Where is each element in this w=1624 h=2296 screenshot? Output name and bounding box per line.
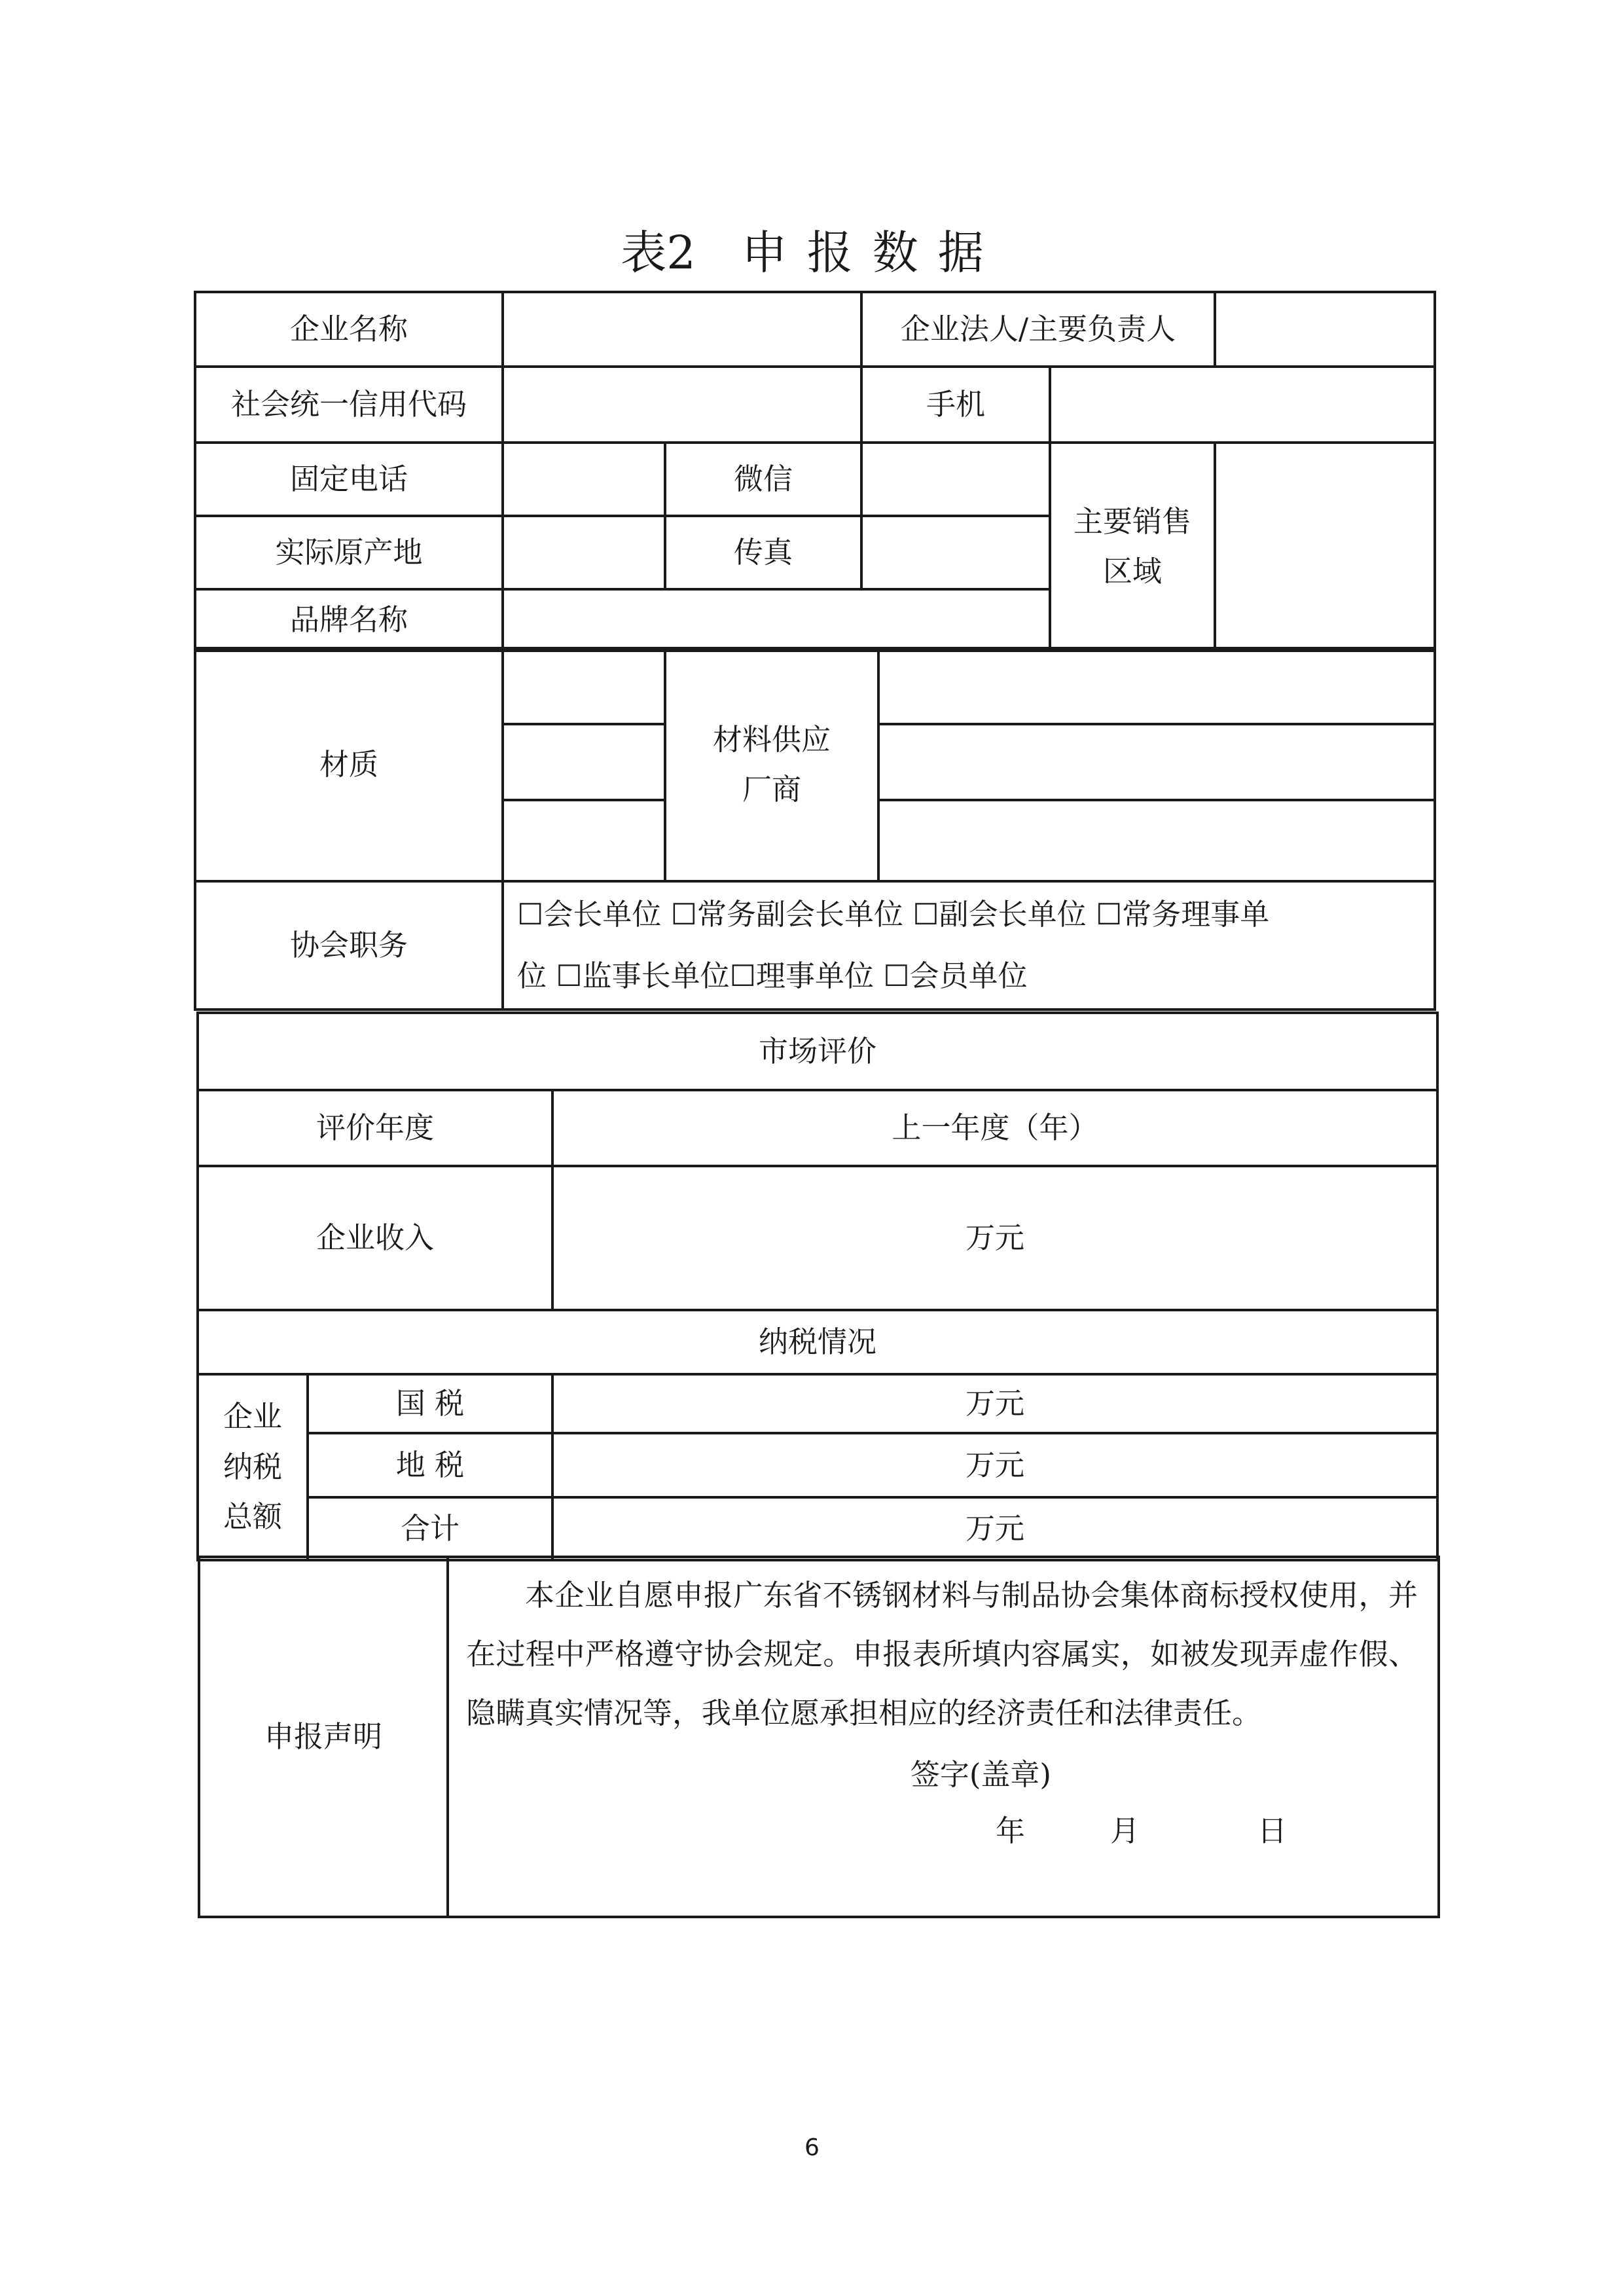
tax-total-label-line3: 总额: [223, 1499, 282, 1535]
credit-code-label: 社会统一信用代码: [195, 367, 503, 443]
national-tax-field[interactable]: 万元: [552, 1374, 1437, 1433]
national-tax-label: 国 税: [308, 1374, 552, 1433]
supplier-label-line1: 材料供应: [712, 721, 831, 757]
brand-label: 品牌名称: [195, 589, 503, 651]
supplier-field-2[interactable]: [878, 724, 1435, 800]
wechat-field[interactable]: [861, 443, 1050, 516]
association-role-options[interactable]: [503, 881, 1435, 1010]
tax-total-label-line1: 企业: [223, 1399, 282, 1434]
basic-info-section: [194, 291, 1436, 652]
sales-region-label-line2: 区域: [1103, 554, 1163, 589]
table-number: 表2: [621, 226, 696, 280]
page-title: [0, 216, 1624, 282]
supplier-field-3[interactable]: [878, 800, 1435, 881]
association-role-label: 协会职务: [195, 881, 503, 1010]
tax-total-label: [198, 1374, 308, 1560]
role-options-line2[interactable]: 位 ☐监事长单位☐理事单位 ☐会员单位: [517, 958, 1028, 993]
supplier-label: [665, 648, 878, 881]
sales-region-label-line1: 主要销售: [1074, 503, 1192, 539]
phone-label: 固定电话: [195, 443, 503, 516]
local-tax-label: 地 税: [308, 1433, 552, 1497]
fax-label: 传真: [665, 516, 861, 589]
basic-info-table: [194, 291, 1436, 652]
mobile-field[interactable]: [1050, 367, 1435, 443]
tax-sum-field[interactable]: 万元: [552, 1497, 1437, 1560]
material-field-2[interactable]: [503, 724, 665, 800]
legal-person-field[interactable]: [1215, 292, 1435, 367]
income-field[interactable]: 万元: [552, 1166, 1437, 1310]
declaration-content: [448, 1557, 1439, 1917]
market-tax-section: [196, 1011, 1439, 1561]
origin-label: 实际原产地: [195, 516, 503, 589]
date-month-label: 月: [1110, 1813, 1140, 1848]
supplier-label-line2: 厂商: [742, 772, 801, 807]
market-tax-table: [196, 1011, 1439, 1561]
declaration-table: [198, 1556, 1440, 1918]
supplier-field-1[interactable]: [878, 648, 1435, 724]
credit-code-field[interactable]: [503, 367, 861, 443]
sales-region-label: [1050, 443, 1215, 651]
material-label: 材质: [195, 648, 503, 881]
date-line: [466, 1802, 1418, 1861]
local-tax-field[interactable]: 万元: [552, 1433, 1437, 1497]
declaration-section: [198, 1556, 1440, 1918]
tax-total-label-line2: 纳税: [223, 1449, 282, 1484]
company-name-field[interactable]: [503, 292, 861, 367]
origin-field[interactable]: [503, 516, 665, 589]
tax-sum-label: 合计: [308, 1497, 552, 1560]
date-day-label: 日: [1257, 1813, 1287, 1848]
tax-section-title: 纳税情况: [198, 1310, 1437, 1374]
table-title: 申报数据: [741, 226, 1003, 280]
material-section: [194, 647, 1436, 1011]
market-section-title: 市场评价: [198, 1013, 1437, 1090]
evaluation-year-value[interactable]: 上一年度（年）: [552, 1090, 1437, 1166]
material-field-1[interactable]: [503, 648, 665, 724]
wechat-label: 微信: [665, 443, 861, 516]
income-label: 企业收入: [198, 1166, 552, 1310]
legal-person-label: 企业法人/主要负责人: [861, 292, 1215, 367]
sales-region-field[interactable]: [1215, 443, 1435, 651]
company-name-label: 企业名称: [195, 292, 503, 367]
page-number: 6: [804, 2134, 820, 2161]
declaration-text: 本企业自愿申报广东省不锈钢材料与制品协会集体商标授权使用，并在过程中严格遵守协会规定。申报表所填内容属实，如被发现弄虚作假、隐瞒真实情况等，我单位愿承担相应的经济责任和法律责任。: [466, 1578, 1418, 1730]
fax-field[interactable]: [861, 516, 1050, 589]
evaluation-year-label: 评价年度: [198, 1090, 552, 1166]
role-options-line1[interactable]: ☐会长单位 ☐常务副会长单位 ☐副会长单位 ☐常务理事单: [517, 896, 1270, 932]
material-table: [194, 647, 1436, 1011]
mobile-label: 手机: [861, 367, 1050, 443]
material-field-3[interactable]: [503, 800, 665, 881]
date-year-label: 年: [995, 1813, 1025, 1848]
phone-field[interactable]: [503, 443, 665, 516]
brand-field[interactable]: [503, 589, 1050, 651]
signature-label: 签字(盖章): [910, 1757, 1051, 1792]
declaration-label: 申报声明: [199, 1557, 448, 1917]
